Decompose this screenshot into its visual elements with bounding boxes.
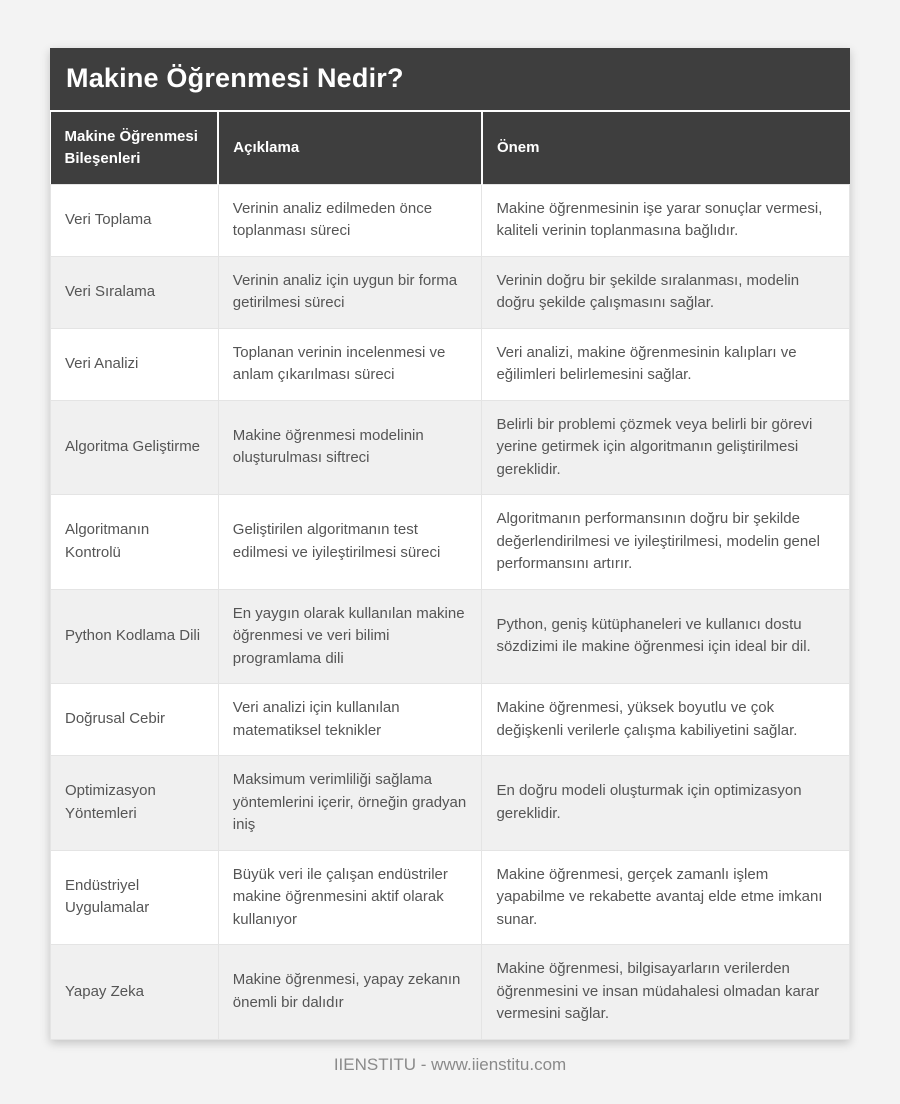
description-cell: En yaygın olarak kullanılan makine öğrenmesi ve veri bilimi programlama dili: [218, 589, 482, 684]
importance-cell: Makine öğrenmesi, bilgisayarların verilerden öğrenmesini ve insan müdahalesi olmadan karar vermesini sağlar.: [482, 945, 850, 1040]
component-cell: Python Kodlama Dili: [51, 589, 219, 684]
page-background: [0, 48, 900, 1104]
content-card: [50, 48, 850, 1040]
table-body: [51, 184, 850, 1039]
importance-cell: Verinin doğru bir şekilde sıralanması, modelin doğru şekilde çalışmasını sağlar.: [482, 256, 850, 328]
page-title: Makine Öğrenmesi Nedir?: [50, 48, 850, 112]
table-row: [51, 850, 850, 945]
importance-cell: Makine öğrenmesi, gerçek zamanlı işlem yapabilme ve rekabette avantaj elde etme imkanı sunar.: [482, 850, 850, 945]
component-cell: Endüstriyel Uygulamalar: [51, 850, 219, 945]
description-cell: Maksimum verimliliği sağlama yöntemlerini içerir, örneğin gradyan iniş: [218, 756, 482, 851]
component-cell: Veri Toplama: [51, 184, 219, 256]
description-cell: Makine öğrenmesi, yapay zekanın önemli bir dalıdır: [218, 945, 482, 1040]
ml-components-table: [50, 112, 850, 1040]
component-cell: Doğrusal Cebir: [51, 684, 219, 756]
table-row: [51, 495, 850, 590]
importance-cell: Makine öğrenmesinin işe yarar sonuçlar vermesi, kaliteli verinin toplanmasına bağlıdır.: [482, 184, 850, 256]
description-cell: Verinin analiz edilmeden önce toplanması süreci: [218, 184, 482, 256]
importance-cell: Makine öğrenmesi, yüksek boyutlu ve çok değişkenli verilerle çalışma kabiliyetini sağlar.: [482, 684, 850, 756]
description-cell: Makine öğrenmesi modelinin oluşturulması siftreci: [218, 400, 482, 495]
component-cell: Algoritmanın Kontrolü: [51, 495, 219, 590]
description-cell: Verinin analiz için uygun bir forma getirilmesi süreci: [218, 256, 482, 328]
component-cell: Veri Sıralama: [51, 256, 219, 328]
table-row: [51, 400, 850, 495]
table-row: [51, 328, 850, 400]
description-cell: Toplanan verinin incelenmesi ve anlam çıkarılması süreci: [218, 328, 482, 400]
table-header-row: [51, 112, 850, 184]
importance-cell: Veri analizi, makine öğrenmesinin kalıpları ve eğilimleri belirlemesini sağlar.: [482, 328, 850, 400]
importance-cell: En doğru modeli oluşturmak için optimizasyon gereklidir.: [482, 756, 850, 851]
component-cell: Yapay Zeka: [51, 945, 219, 1040]
description-cell: Geliştirilen algoritmanın test edilmesi ve iyileştirilmesi süreci: [218, 495, 482, 590]
importance-cell: Belirli bir problemi çözmek veya belirli bir görevi yerine getirmek için algoritmanın geliştirilmesi gereklidir.: [482, 400, 850, 495]
column-header-importance: Önem: [482, 112, 850, 184]
table-row: [51, 945, 850, 1040]
table-row: [51, 756, 850, 851]
description-cell: Büyük veri ile çalışan endüstriler makine öğrenmesini aktif olarak kullanıyor: [218, 850, 482, 945]
component-cell: Veri Analizi: [51, 328, 219, 400]
importance-cell: Python, geniş kütüphaneleri ve kullanıcı dostu sözdizimi ile makine öğrenmesi için ideal bir dil.: [482, 589, 850, 684]
table-row: [51, 256, 850, 328]
component-cell: Algoritma Geliştirme: [51, 400, 219, 495]
column-header-description: Açıklama: [218, 112, 482, 184]
component-cell: Optimizasyon Yöntemleri: [51, 756, 219, 851]
importance-cell: Algoritmanın performansının doğru bir şekilde değerlendirilmesi ve iyileştirilmesi, modelin genel performansını artırır.: [482, 495, 850, 590]
table-row: [51, 184, 850, 256]
column-header-component: Makine Öğrenmesi Bileşenleri: [51, 112, 219, 184]
footer-credit: IIENSTITU - www.iienstitu.com: [333, 1054, 567, 1074]
description-cell: Veri analizi için kullanılan matematiksel teknikler: [218, 684, 482, 756]
table-row: [51, 684, 850, 756]
table-header: [51, 112, 850, 184]
table-row: [51, 589, 850, 684]
